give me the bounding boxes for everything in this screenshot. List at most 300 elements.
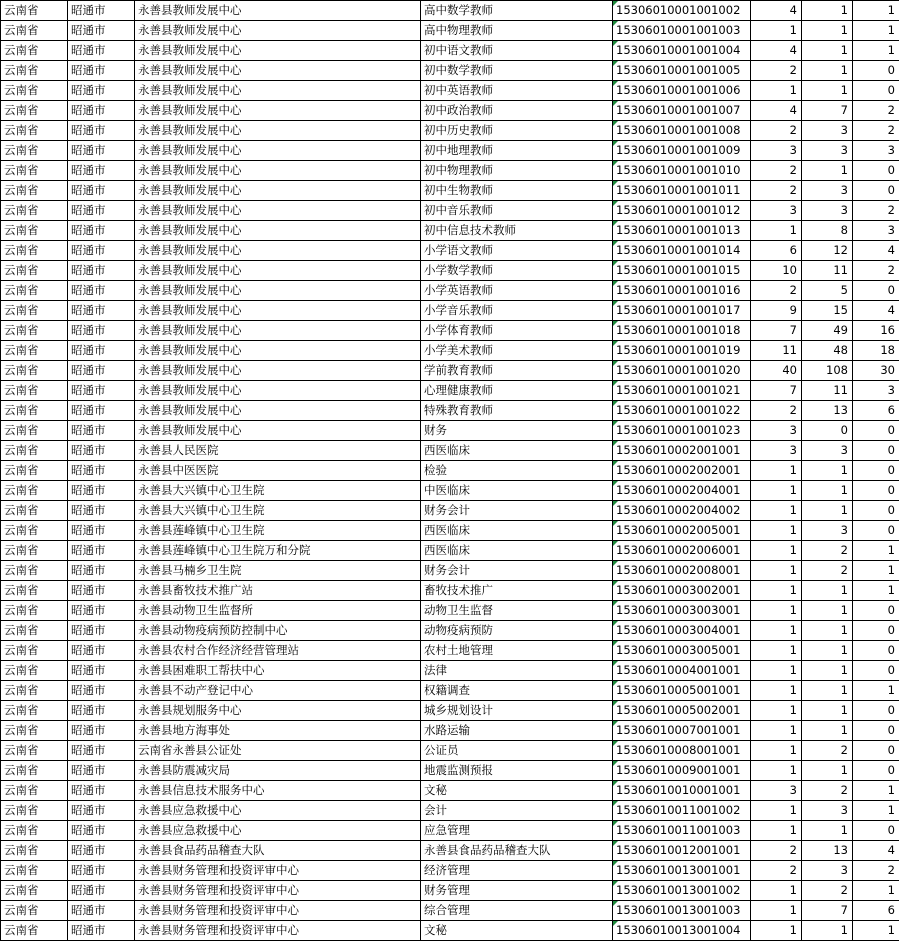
count-cell-c[interactable]: 3 <box>853 141 899 161</box>
count-cell-a[interactable]: 1 <box>751 721 802 741</box>
province-cell[interactable]: 云南省 <box>1 721 68 741</box>
unit-cell[interactable]: 永善县莲峰镇中心卫生院万和分院 <box>135 541 421 561</box>
unit-cell[interactable]: 永善县大兴镇中心卫生院 <box>135 501 421 521</box>
count-cell-a[interactable]: 1 <box>751 521 802 541</box>
count-cell-a[interactable]: 1 <box>751 901 802 921</box>
count-cell-c[interactable]: 0 <box>853 521 899 541</box>
count-cell-b[interactable]: 0 <box>802 421 853 441</box>
unit-cell[interactable]: 永善县困难职工帮扶中心 <box>135 661 421 681</box>
province-cell[interactable]: 云南省 <box>1 21 68 41</box>
unit-cell[interactable]: 永善县教师发展中心 <box>135 341 421 361</box>
count-cell-b[interactable]: 1 <box>802 461 853 481</box>
city-cell[interactable]: 昭通市 <box>68 741 135 761</box>
city-cell[interactable]: 昭通市 <box>68 361 135 381</box>
city-cell[interactable]: 昭通市 <box>68 161 135 181</box>
city-cell[interactable]: 昭通市 <box>68 41 135 61</box>
count-cell-a[interactable]: 3 <box>751 421 802 441</box>
city-cell[interactable]: 昭通市 <box>68 821 135 841</box>
count-cell-c[interactable]: 0 <box>853 461 899 481</box>
unit-cell[interactable]: 永善县教师发展中心 <box>135 61 421 81</box>
count-cell-a[interactable]: 1 <box>751 501 802 521</box>
city-cell[interactable]: 昭通市 <box>68 581 135 601</box>
city-cell[interactable]: 昭通市 <box>68 241 135 261</box>
count-cell-b[interactable]: 3 <box>802 121 853 141</box>
count-cell-b[interactable]: 48 <box>802 341 853 361</box>
count-cell-b[interactable]: 1 <box>802 921 853 941</box>
position-cell[interactable]: 永善县食品药品稽查大队 <box>421 841 613 861</box>
unit-cell[interactable]: 永善县农村合作经济经营管理站 <box>135 641 421 661</box>
count-cell-b[interactable]: 108 <box>802 361 853 381</box>
position-cell[interactable]: 初中数学教师 <box>421 61 613 81</box>
count-cell-a[interactable]: 7 <box>751 381 802 401</box>
count-cell-a[interactable]: 1 <box>751 81 802 101</box>
position-cell[interactable]: 会计 <box>421 801 613 821</box>
unit-cell[interactable]: 永善县规划服务中心 <box>135 701 421 721</box>
count-cell-c[interactable]: 0 <box>853 421 899 441</box>
unit-cell[interactable]: 永善县大兴镇中心卫生院 <box>135 481 421 501</box>
count-cell-c[interactable]: 0 <box>853 81 899 101</box>
province-cell[interactable]: 云南省 <box>1 881 68 901</box>
city-cell[interactable]: 昭通市 <box>68 921 135 941</box>
code-cell[interactable]: 15306010001001003 <box>613 21 751 41</box>
count-cell-b[interactable]: 11 <box>802 381 853 401</box>
count-cell-c[interactable]: 0 <box>853 161 899 181</box>
unit-cell[interactable]: 永善县教师发展中心 <box>135 261 421 281</box>
city-cell[interactable]: 昭通市 <box>68 681 135 701</box>
count-cell-b[interactable]: 49 <box>802 321 853 341</box>
code-cell[interactable]: 15306010001001013 <box>613 221 751 241</box>
position-cell[interactable]: 动物疫病预防 <box>421 621 613 641</box>
code-cell[interactable]: 15306010001001022 <box>613 401 751 421</box>
count-cell-c[interactable]: 2 <box>853 101 899 121</box>
position-cell[interactable]: 高中物理教师 <box>421 21 613 41</box>
city-cell[interactable]: 昭通市 <box>68 181 135 201</box>
position-cell[interactable]: 城乡规划设计 <box>421 701 613 721</box>
count-cell-a[interactable]: 1 <box>751 661 802 681</box>
province-cell[interactable]: 云南省 <box>1 661 68 681</box>
province-cell[interactable]: 云南省 <box>1 601 68 621</box>
position-cell[interactable]: 检验 <box>421 461 613 481</box>
count-cell-c[interactable]: 30 <box>853 361 899 381</box>
count-cell-b[interactable]: 1 <box>802 821 853 841</box>
count-cell-a[interactable]: 2 <box>751 861 802 881</box>
count-cell-a[interactable]: 3 <box>751 141 802 161</box>
count-cell-a[interactable]: 6 <box>751 241 802 261</box>
province-cell[interactable]: 云南省 <box>1 81 68 101</box>
position-cell[interactable]: 地震监测预报 <box>421 761 613 781</box>
count-cell-a[interactable]: 3 <box>751 441 802 461</box>
code-cell[interactable]: 15306010005001001 <box>613 681 751 701</box>
code-cell[interactable]: 15306010003005001 <box>613 641 751 661</box>
unit-cell[interactable]: 永善县食品药品稽查大队 <box>135 841 421 861</box>
city-cell[interactable]: 昭通市 <box>68 781 135 801</box>
count-cell-a[interactable]: 3 <box>751 781 802 801</box>
position-cell[interactable]: 初中音乐教师 <box>421 201 613 221</box>
code-cell[interactable]: 15306010001001015 <box>613 261 751 281</box>
province-cell[interactable]: 云南省 <box>1 181 68 201</box>
count-cell-c[interactable]: 0 <box>853 701 899 721</box>
city-cell[interactable]: 昭通市 <box>68 281 135 301</box>
count-cell-c[interactable]: 4 <box>853 301 899 321</box>
count-cell-b[interactable]: 3 <box>802 441 853 461</box>
count-cell-c[interactable]: 1 <box>853 21 899 41</box>
position-cell[interactable]: 财务管理 <box>421 881 613 901</box>
count-cell-a[interactable]: 2 <box>751 181 802 201</box>
count-cell-b[interactable]: 1 <box>802 161 853 181</box>
province-cell[interactable]: 云南省 <box>1 441 68 461</box>
count-cell-b[interactable]: 1 <box>802 701 853 721</box>
city-cell[interactable]: 昭通市 <box>68 841 135 861</box>
city-cell[interactable]: 昭通市 <box>68 221 135 241</box>
count-cell-c[interactable]: 0 <box>853 741 899 761</box>
count-cell-b[interactable]: 3 <box>802 801 853 821</box>
count-cell-a[interactable]: 4 <box>751 101 802 121</box>
unit-cell[interactable]: 永善县教师发展中心 <box>135 241 421 261</box>
position-cell[interactable]: 初中信息技术教师 <box>421 221 613 241</box>
city-cell[interactable]: 昭通市 <box>68 321 135 341</box>
code-cell[interactable]: 15306010001001010 <box>613 161 751 181</box>
province-cell[interactable]: 云南省 <box>1 261 68 281</box>
position-cell[interactable]: 初中历史教师 <box>421 121 613 141</box>
code-cell[interactable]: 15306010007001001 <box>613 721 751 741</box>
count-cell-c[interactable]: 0 <box>853 721 899 741</box>
position-cell[interactable]: 小学语文教师 <box>421 241 613 261</box>
position-cell[interactable]: 权籍调查 <box>421 681 613 701</box>
count-cell-c[interactable]: 0 <box>853 501 899 521</box>
unit-cell[interactable]: 永善县莲峰镇中心卫生院 <box>135 521 421 541</box>
count-cell-c[interactable]: 18 <box>853 341 899 361</box>
count-cell-a[interactable]: 1 <box>751 21 802 41</box>
count-cell-b[interactable]: 1 <box>802 621 853 641</box>
city-cell[interactable]: 昭通市 <box>68 881 135 901</box>
unit-cell[interactable]: 永善县教师发展中心 <box>135 161 421 181</box>
unit-cell[interactable]: 永善县财务管理和投资评审中心 <box>135 921 421 941</box>
unit-cell[interactable]: 永善县教师发展中心 <box>135 1 421 21</box>
count-cell-b[interactable]: 3 <box>802 141 853 161</box>
unit-cell[interactable]: 永善县教师发展中心 <box>135 221 421 241</box>
code-cell[interactable]: 15306010001001014 <box>613 241 751 261</box>
city-cell[interactable]: 昭通市 <box>68 381 135 401</box>
code-cell[interactable]: 15306010001001008 <box>613 121 751 141</box>
position-cell[interactable]: 高中数学教师 <box>421 1 613 21</box>
code-cell[interactable]: 15306010005002001 <box>613 701 751 721</box>
count-cell-b[interactable]: 3 <box>802 181 853 201</box>
count-cell-c[interactable]: 0 <box>853 181 899 201</box>
city-cell[interactable]: 昭通市 <box>68 861 135 881</box>
count-cell-b[interactable]: 2 <box>802 881 853 901</box>
code-cell[interactable]: 15306010001001018 <box>613 321 751 341</box>
code-cell[interactable]: 15306010004001001 <box>613 661 751 681</box>
province-cell[interactable]: 云南省 <box>1 141 68 161</box>
unit-cell[interactable]: 永善县教师发展中心 <box>135 401 421 421</box>
code-cell[interactable]: 15306010002005001 <box>613 521 751 541</box>
province-cell[interactable]: 云南省 <box>1 581 68 601</box>
province-cell[interactable]: 云南省 <box>1 461 68 481</box>
count-cell-c[interactable]: 1 <box>853 881 899 901</box>
count-cell-b[interactable]: 1 <box>802 641 853 661</box>
count-cell-a[interactable]: 1 <box>751 461 802 481</box>
city-cell[interactable]: 昭通市 <box>68 121 135 141</box>
code-cell[interactable]: 15306010002004001 <box>613 481 751 501</box>
code-cell[interactable]: 15306010001001017 <box>613 301 751 321</box>
position-cell[interactable]: 初中英语教师 <box>421 81 613 101</box>
province-cell[interactable]: 云南省 <box>1 681 68 701</box>
count-cell-b[interactable]: 3 <box>802 861 853 881</box>
count-cell-a[interactable]: 1 <box>751 481 802 501</box>
province-cell[interactable]: 云南省 <box>1 901 68 921</box>
count-cell-c[interactable]: 0 <box>853 641 899 661</box>
city-cell[interactable]: 昭通市 <box>68 401 135 421</box>
position-cell[interactable]: 畜牧技术推广 <box>421 581 613 601</box>
count-cell-a[interactable]: 9 <box>751 301 802 321</box>
province-cell[interactable]: 云南省 <box>1 861 68 881</box>
province-cell[interactable]: 云南省 <box>1 501 68 521</box>
code-cell[interactable]: 15306010001001019 <box>613 341 751 361</box>
city-cell[interactable]: 昭通市 <box>68 81 135 101</box>
count-cell-c[interactable]: 1 <box>853 681 899 701</box>
code-cell[interactable]: 15306010011001002 <box>613 801 751 821</box>
city-cell[interactable]: 昭通市 <box>68 61 135 81</box>
count-cell-b[interactable]: 7 <box>802 901 853 921</box>
position-cell[interactable]: 学前教育教师 <box>421 361 613 381</box>
city-cell[interactable]: 昭通市 <box>68 421 135 441</box>
count-cell-a[interactable]: 4 <box>751 1 802 21</box>
count-cell-c[interactable]: 0 <box>853 481 899 501</box>
unit-cell[interactable]: 永善县教师发展中心 <box>135 321 421 341</box>
count-cell-a[interactable]: 1 <box>751 741 802 761</box>
count-cell-b[interactable]: 8 <box>802 221 853 241</box>
count-cell-a[interactable]: 2 <box>751 281 802 301</box>
city-cell[interactable]: 昭通市 <box>68 901 135 921</box>
code-cell[interactable]: 15306010003002001 <box>613 581 751 601</box>
city-cell[interactable]: 昭通市 <box>68 701 135 721</box>
count-cell-c[interactable]: 6 <box>853 401 899 421</box>
province-cell[interactable]: 云南省 <box>1 821 68 841</box>
position-cell[interactable]: 小学体育教师 <box>421 321 613 341</box>
unit-cell[interactable]: 永善县教师发展中心 <box>135 361 421 381</box>
position-cell[interactable]: 小学音乐教师 <box>421 301 613 321</box>
count-cell-c[interactable]: 1 <box>853 541 899 561</box>
code-cell[interactable]: 15306010011001003 <box>613 821 751 841</box>
count-cell-a[interactable]: 1 <box>751 561 802 581</box>
count-cell-c[interactable]: 0 <box>853 661 899 681</box>
province-cell[interactable]: 云南省 <box>1 201 68 221</box>
city-cell[interactable]: 昭通市 <box>68 661 135 681</box>
count-cell-c[interactable]: 3 <box>853 221 899 241</box>
unit-cell[interactable]: 永善县财务管理和投资评审中心 <box>135 901 421 921</box>
city-cell[interactable]: 昭通市 <box>68 341 135 361</box>
count-cell-a[interactable]: 1 <box>751 621 802 641</box>
count-cell-c[interactable]: 2 <box>853 861 899 881</box>
city-cell[interactable]: 昭通市 <box>68 1 135 21</box>
city-cell[interactable]: 昭通市 <box>68 641 135 661</box>
count-cell-b[interactable]: 2 <box>802 781 853 801</box>
code-cell[interactable]: 15306010001001016 <box>613 281 751 301</box>
code-cell[interactable]: 15306010001001007 <box>613 101 751 121</box>
city-cell[interactable]: 昭通市 <box>68 101 135 121</box>
count-cell-c[interactable]: 0 <box>853 761 899 781</box>
position-cell[interactable]: 财务 <box>421 421 613 441</box>
position-cell[interactable]: 小学美术教师 <box>421 341 613 361</box>
unit-cell[interactable]: 永善县动物卫生监督所 <box>135 601 421 621</box>
unit-cell[interactable]: 永善县地方海事处 <box>135 721 421 741</box>
count-cell-b[interactable]: 1 <box>802 41 853 61</box>
count-cell-a[interactable]: 1 <box>751 761 802 781</box>
position-cell[interactable]: 初中地理教师 <box>421 141 613 161</box>
province-cell[interactable]: 云南省 <box>1 781 68 801</box>
count-cell-b[interactable]: 1 <box>802 761 853 781</box>
province-cell[interactable]: 云南省 <box>1 541 68 561</box>
count-cell-c[interactable]: 4 <box>853 841 899 861</box>
province-cell[interactable]: 云南省 <box>1 481 68 501</box>
count-cell-a[interactable]: 1 <box>751 601 802 621</box>
unit-cell[interactable]: 永善县教师发展中心 <box>135 81 421 101</box>
position-cell[interactable]: 初中物理教师 <box>421 161 613 181</box>
province-cell[interactable]: 云南省 <box>1 41 68 61</box>
count-cell-c[interactable]: 16 <box>853 321 899 341</box>
unit-cell[interactable]: 永善县防震减灾局 <box>135 761 421 781</box>
count-cell-c[interactable]: 1 <box>853 1 899 21</box>
code-cell[interactable]: 15306010009001001 <box>613 761 751 781</box>
position-cell[interactable]: 特殊教育教师 <box>421 401 613 421</box>
province-cell[interactable]: 云南省 <box>1 701 68 721</box>
count-cell-a[interactable]: 1 <box>751 821 802 841</box>
count-cell-b[interactable]: 13 <box>802 841 853 861</box>
code-cell[interactable]: 15306010002002001 <box>613 461 751 481</box>
count-cell-b[interactable]: 12 <box>802 241 853 261</box>
province-cell[interactable]: 云南省 <box>1 101 68 121</box>
province-cell[interactable]: 云南省 <box>1 321 68 341</box>
code-cell[interactable]: 15306010001001011 <box>613 181 751 201</box>
position-cell[interactable]: 文秘 <box>421 781 613 801</box>
province-cell[interactable]: 云南省 <box>1 281 68 301</box>
count-cell-c[interactable]: 2 <box>853 201 899 221</box>
code-cell[interactable]: 15306010013001002 <box>613 881 751 901</box>
province-cell[interactable]: 云南省 <box>1 921 68 941</box>
count-cell-c[interactable]: 4 <box>853 241 899 261</box>
position-cell[interactable]: 农村土地管理 <box>421 641 613 661</box>
count-cell-a[interactable]: 1 <box>751 881 802 901</box>
count-cell-b[interactable]: 1 <box>802 601 853 621</box>
city-cell[interactable]: 昭通市 <box>68 21 135 41</box>
position-cell[interactable]: 动物卫生监督 <box>421 601 613 621</box>
code-cell[interactable]: 15306010001001004 <box>613 41 751 61</box>
count-cell-b[interactable]: 1 <box>802 1 853 21</box>
unit-cell[interactable]: 永善县教师发展中心 <box>135 381 421 401</box>
position-cell[interactable]: 财务会计 <box>421 501 613 521</box>
count-cell-c[interactable]: 1 <box>853 581 899 601</box>
position-cell[interactable]: 文秘 <box>421 921 613 941</box>
count-cell-c[interactable]: 2 <box>853 261 899 281</box>
city-cell[interactable]: 昭通市 <box>68 141 135 161</box>
city-cell[interactable]: 昭通市 <box>68 201 135 221</box>
unit-cell[interactable]: 永善县教师发展中心 <box>135 421 421 441</box>
province-cell[interactable]: 云南省 <box>1 361 68 381</box>
count-cell-c[interactable]: 0 <box>853 61 899 81</box>
count-cell-a[interactable]: 1 <box>751 541 802 561</box>
unit-cell[interactable]: 永善县畜牧技术推广站 <box>135 581 421 601</box>
unit-cell[interactable]: 永善县不动产登记中心 <box>135 681 421 701</box>
position-cell[interactable]: 综合管理 <box>421 901 613 921</box>
unit-cell[interactable]: 永善县应急救援中心 <box>135 801 421 821</box>
unit-cell[interactable]: 永善县教师发展中心 <box>135 201 421 221</box>
count-cell-c[interactable]: 1 <box>853 781 899 801</box>
province-cell[interactable]: 云南省 <box>1 221 68 241</box>
count-cell-b[interactable]: 1 <box>802 21 853 41</box>
unit-cell[interactable]: 永善县教师发展中心 <box>135 301 421 321</box>
province-cell[interactable]: 云南省 <box>1 761 68 781</box>
position-cell[interactable]: 心理健康教师 <box>421 381 613 401</box>
count-cell-c[interactable]: 6 <box>853 901 899 921</box>
code-cell[interactable]: 15306010001001020 <box>613 361 751 381</box>
province-cell[interactable]: 云南省 <box>1 161 68 181</box>
count-cell-a[interactable]: 1 <box>751 801 802 821</box>
count-cell-b[interactable]: 1 <box>802 721 853 741</box>
city-cell[interactable]: 昭通市 <box>68 301 135 321</box>
unit-cell[interactable]: 永善县教师发展中心 <box>135 41 421 61</box>
city-cell[interactable]: 昭通市 <box>68 441 135 461</box>
count-cell-b[interactable]: 3 <box>802 521 853 541</box>
code-cell[interactable]: 15306010002001001 <box>613 441 751 461</box>
position-cell[interactable]: 初中政治教师 <box>421 101 613 121</box>
count-cell-a[interactable]: 2 <box>751 121 802 141</box>
count-cell-c[interactable]: 0 <box>853 621 899 641</box>
count-cell-c[interactable]: 1 <box>853 801 899 821</box>
code-cell[interactable]: 15306010010001001 <box>613 781 751 801</box>
city-cell[interactable]: 昭通市 <box>68 601 135 621</box>
province-cell[interactable]: 云南省 <box>1 841 68 861</box>
province-cell[interactable]: 云南省 <box>1 401 68 421</box>
count-cell-b[interactable]: 15 <box>802 301 853 321</box>
city-cell[interactable]: 昭通市 <box>68 561 135 581</box>
count-cell-c[interactable]: 1 <box>853 921 899 941</box>
code-cell[interactable]: 15306010013001003 <box>613 901 751 921</box>
unit-cell[interactable]: 永善县教师发展中心 <box>135 21 421 41</box>
position-cell[interactable]: 中医临床 <box>421 481 613 501</box>
count-cell-c[interactable]: 3 <box>853 381 899 401</box>
count-cell-b[interactable]: 2 <box>802 741 853 761</box>
code-cell[interactable]: 15306010003004001 <box>613 621 751 641</box>
city-cell[interactable]: 昭通市 <box>68 521 135 541</box>
province-cell[interactable]: 云南省 <box>1 121 68 141</box>
position-cell[interactable]: 小学数学教师 <box>421 261 613 281</box>
count-cell-a[interactable]: 2 <box>751 841 802 861</box>
position-cell[interactable]: 西医临床 <box>421 541 613 561</box>
count-cell-a[interactable]: 11 <box>751 341 802 361</box>
code-cell[interactable]: 15306010001001002 <box>613 1 751 21</box>
province-cell[interactable]: 云南省 <box>1 561 68 581</box>
count-cell-b[interactable]: 1 <box>802 661 853 681</box>
city-cell[interactable]: 昭通市 <box>68 481 135 501</box>
position-cell[interactable]: 应急管理 <box>421 821 613 841</box>
count-cell-c[interactable]: 0 <box>853 821 899 841</box>
unit-cell[interactable]: 永善县教师发展中心 <box>135 141 421 161</box>
province-cell[interactable]: 云南省 <box>1 801 68 821</box>
count-cell-a[interactable]: 1 <box>751 221 802 241</box>
count-cell-a[interactable]: 40 <box>751 361 802 381</box>
unit-cell[interactable]: 永善县财务管理和投资评审中心 <box>135 881 421 901</box>
count-cell-b[interactable]: 2 <box>802 561 853 581</box>
position-cell[interactable]: 西医临床 <box>421 441 613 461</box>
count-cell-b[interactable]: 1 <box>802 581 853 601</box>
province-cell[interactable]: 云南省 <box>1 641 68 661</box>
unit-cell[interactable]: 永善县动物疫病预防控制中心 <box>135 621 421 641</box>
unit-cell[interactable]: 永善县教师发展中心 <box>135 101 421 121</box>
position-cell[interactable]: 西医临床 <box>421 521 613 541</box>
province-cell[interactable]: 云南省 <box>1 241 68 261</box>
province-cell[interactable]: 云南省 <box>1 301 68 321</box>
position-cell[interactable]: 公证员 <box>421 741 613 761</box>
